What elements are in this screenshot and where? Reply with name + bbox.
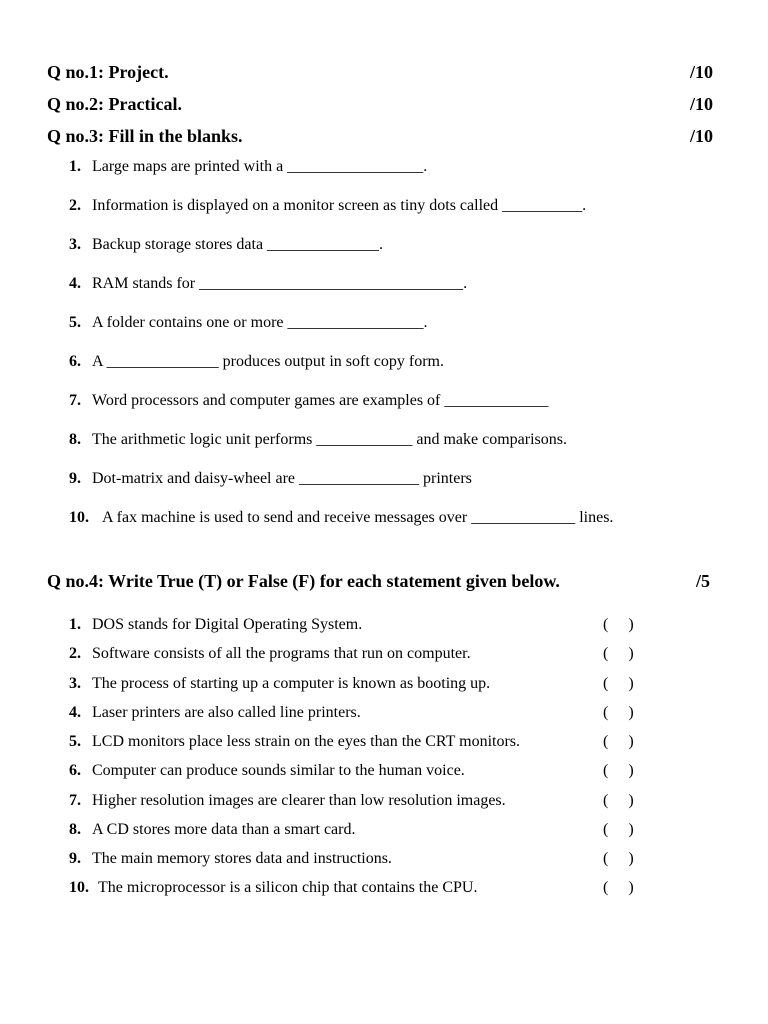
question-3-title: Q no.3: Fill in the blanks. [47, 126, 243, 146]
item-text: LCD monitors place less strain on the eyes than the CRT monitors. [92, 733, 521, 750]
item-text: The microprocessor is a silicon chip that contains the CPU. [98, 879, 478, 896]
item-number: 7. [69, 392, 81, 409]
answer-box[interactable]: ( ) [603, 792, 634, 809]
item-number: 8. [69, 431, 81, 448]
item-number: 5. [69, 733, 81, 750]
item-text: A folder contains one or more _________________. [92, 314, 428, 331]
question-1-title: Q no.1: Project. [47, 62, 169, 82]
item-text: A CD stores more data than a smart card. [92, 821, 356, 838]
item-number: 9. [69, 850, 81, 867]
list-item [69, 313, 428, 333]
list-item [69, 644, 471, 664]
question-4-title: Q no.4: Write True (T) or False (F) for each statement given below. [47, 571, 560, 591]
list-item [69, 820, 355, 840]
item-text: A ______________ produces output in soft copy form. [92, 353, 444, 370]
answer-box[interactable]: ( ) [603, 850, 634, 867]
list-item [69, 352, 444, 372]
item-text: Information is displayed on a monitor screen as tiny dots called __________. [92, 197, 587, 214]
item-number: 2. [69, 197, 81, 214]
list-item [69, 196, 586, 216]
item-text: Backup storage stores data ______________. [92, 236, 384, 253]
item-number: 10. [69, 509, 89, 526]
list-item [69, 430, 567, 450]
list-item [69, 235, 383, 255]
question-4-marks: /5 [696, 571, 711, 591]
answer-box[interactable]: ( ) [603, 675, 634, 692]
item-number: 1. [69, 616, 81, 633]
item-number: 9. [69, 470, 81, 487]
item-number: 5. [69, 314, 81, 331]
question-1-marks: /10 [690, 62, 714, 82]
item-text: Software consists of all the programs that run on computer. [92, 645, 471, 662]
list-item [69, 469, 472, 489]
list-item [69, 615, 362, 635]
item-text: A fax machine is used to send and receive messages over _____________ lines. [102, 509, 614, 526]
item-number: 4. [69, 275, 81, 292]
item-number: 3. [69, 675, 81, 692]
item-text: Computer can produce sounds similar to the human voice. [92, 762, 465, 779]
item-number: 1. [69, 158, 81, 175]
item-number: 8. [69, 821, 81, 838]
item-text: Higher resolution images are clearer than low resolution images. [92, 792, 506, 809]
item-number: 4. [69, 704, 81, 721]
answer-box[interactable]: ( ) [603, 762, 634, 779]
list-item [69, 274, 467, 294]
list-item [69, 849, 392, 869]
list-item [69, 703, 361, 723]
answer-box[interactable]: ( ) [603, 616, 634, 633]
answer-box[interactable]: ( ) [603, 821, 634, 838]
item-number: 10. [69, 879, 89, 896]
question-2-marks: /10 [690, 94, 714, 114]
item-text: DOS stands for Digital Operating System. [92, 616, 363, 633]
list-item [69, 791, 506, 811]
list-item [69, 391, 548, 411]
item-number: 3. [69, 236, 81, 253]
item-number: 6. [69, 353, 81, 370]
list-item [69, 508, 613, 528]
list-item [69, 878, 477, 898]
list-item [69, 761, 465, 781]
item-text: The main memory stores data and instructions. [92, 850, 392, 867]
answer-box[interactable]: ( ) [603, 704, 634, 721]
item-text: Large maps are printed with a _________________. [92, 158, 428, 175]
question-2-title: Q no.2: Practical. [47, 94, 182, 114]
answer-box[interactable]: ( ) [603, 733, 634, 750]
item-number: 2. [69, 645, 81, 662]
list-item [69, 732, 520, 752]
item-number: 7. [69, 792, 81, 809]
item-text: Laser printers are also called line printers. [92, 704, 361, 721]
item-number: 6. [69, 762, 81, 779]
item-text: RAM stands for _________________________________. [92, 275, 468, 292]
item-text: Word processors and computer games are examples of _____________ [92, 392, 549, 409]
item-text: The arithmetic logic unit performs ____________ and make comparisons. [92, 431, 567, 448]
item-text: The process of starting up a computer is known as booting up. [92, 675, 491, 692]
answer-box[interactable]: ( ) [603, 879, 634, 896]
question-3-marks: /10 [690, 126, 714, 146]
item-text: Dot-matrix and daisy-wheel are _______________ printers [92, 470, 472, 487]
list-item [69, 157, 427, 177]
list-item [69, 674, 490, 694]
answer-box[interactable]: ( ) [603, 645, 634, 662]
